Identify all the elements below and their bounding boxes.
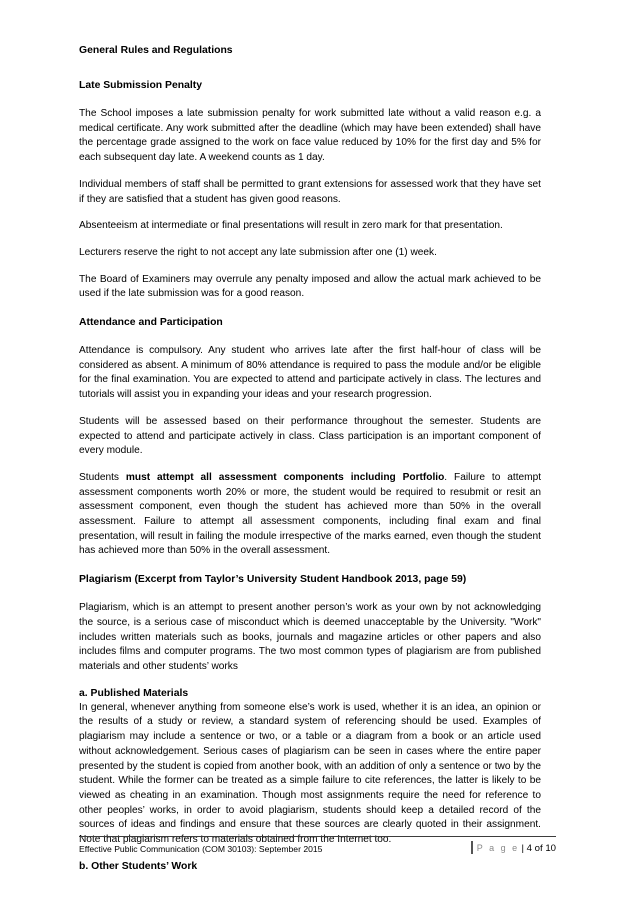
page-number: | 4 of 10 [521, 843, 556, 854]
footer-course-title: Effective Public Communication (COM 30103): September 2015 [79, 844, 323, 854]
page-content [79, 44, 541, 874]
attendance-heading: Attendance and Participation [79, 317, 223, 329]
attendance-paragraph-3 [79, 471, 541, 559]
footer-divider [79, 836, 556, 837]
plagiarism-paragraph-1: Plagiarism, which is an attempt to present another person’s work as your own by not acknowledging the source, is a serious case of misconduct which is deemed unacceptable by the University. "Work" includes written materials such as books, journals and magazine articles or other papers and also includes films and computer programs. The two most common types of plagiarism are from published materials and other students’ works [79, 602, 541, 672]
late-paragraph-2: Individual members of staff shall be permitted to grant extensions for assessed work that they have set if they are satisfied that a student has given good reasons. [79, 178, 541, 205]
other-students-work-heading: b. Other Students’ Work [79, 860, 198, 872]
late-paragraph-1: The School imposes a late submission penalty for work submitted late without a valid reason e.g. a medical certificate. Any work submitted after the deadline (which may have been extended) shall have the percentage grade assigned to the work on face value reduced by 10% for the first day and 5% for each subsequent day late. A weekend counts as 1 day. [79, 108, 541, 164]
attendance-paragraph-2: Students will be assessed based on their performance throughout the semester. Students are expected to attend and participate actively in class. Class participation is an important component of every module. [79, 415, 541, 457]
late-paragraph-3: Absenteeism at intermediate or final presentations will result in zero mark for that presentation. [79, 220, 503, 232]
page-label: P a g e [476, 843, 520, 853]
published-materials-paragraph: In general, whenever anything from someone else’s work is used, whether it is an idea, an opinion or the results of a study or review, a standard system of referencing should be used. Examples of plagiarism may include a sentence or two, or a table or a diagram from a book or an article used without acknowledgement. Serious cases of plagiarism can be seen in cases where the entire paper presented by the student is copied from another book, with an addition of only a sentence or two by the student. While the former can be treated as a simple failure to cite references, the latter is likely to be viewed as cheating in an examination. Though most assignments require the need for reference to other peoples’ works, in order to avoid plagiarism, students should keep a detailed record of the sources of ideas and findings and ensure that these sources are clearly quoted in their assignment. Note that plagiarism refers to materials obtained from the Internet too. [79, 701, 541, 846]
published-materials-heading: a. Published Materials [79, 687, 189, 699]
attendance-paragraph-1: Attendance is compulsory. Any student who arrives late after the first half-hour of class will be considered as absent. A minimum of 80% attendance is required to pass the module and/or be eligible for the final examination. You are expected to attend and participate actively in class. The lectures and tutorials will assist you in expanding your ideas and your research progression. [79, 345, 541, 401]
section-heading: General Rules and Regulations [79, 45, 233, 56]
attendance-p3-start: Students [79, 471, 126, 483]
attendance-p3-end: . Failure to attempt assessment components worth 20% or more, the student would be required to resubmit or resit an assessment component, even though the student has achieved more than 50% in the overall assessment. Failure to attempt all assessment components, including final exam and final presentation, will result in failing the module irrespective of the marks earned, even though the student has achieved more than 50% in the overall assessment. [79, 471, 542, 557]
page-footer [79, 840, 556, 856]
footer-separator-bar [471, 841, 473, 854]
late-paragraph-5: The Board of Examiners may overrule any penalty imposed and allow the actual mark achieved to be used if the late submission was for a good reason. [79, 273, 541, 300]
late-paragraph-4: Lecturers reserve the right to not accept any late submission after one (1) week. [79, 246, 437, 258]
late-submission-heading: Late Submission Penalty [79, 80, 202, 91]
attendance-p3-emphasis: must attempt all assessment components including Portfolio [125, 471, 445, 483]
plagiarism-heading: Plagiarism (Excerpt from Taylor’s University Student Handbook 2013, page 59) [79, 574, 467, 586]
page-indicator [471, 841, 556, 855]
